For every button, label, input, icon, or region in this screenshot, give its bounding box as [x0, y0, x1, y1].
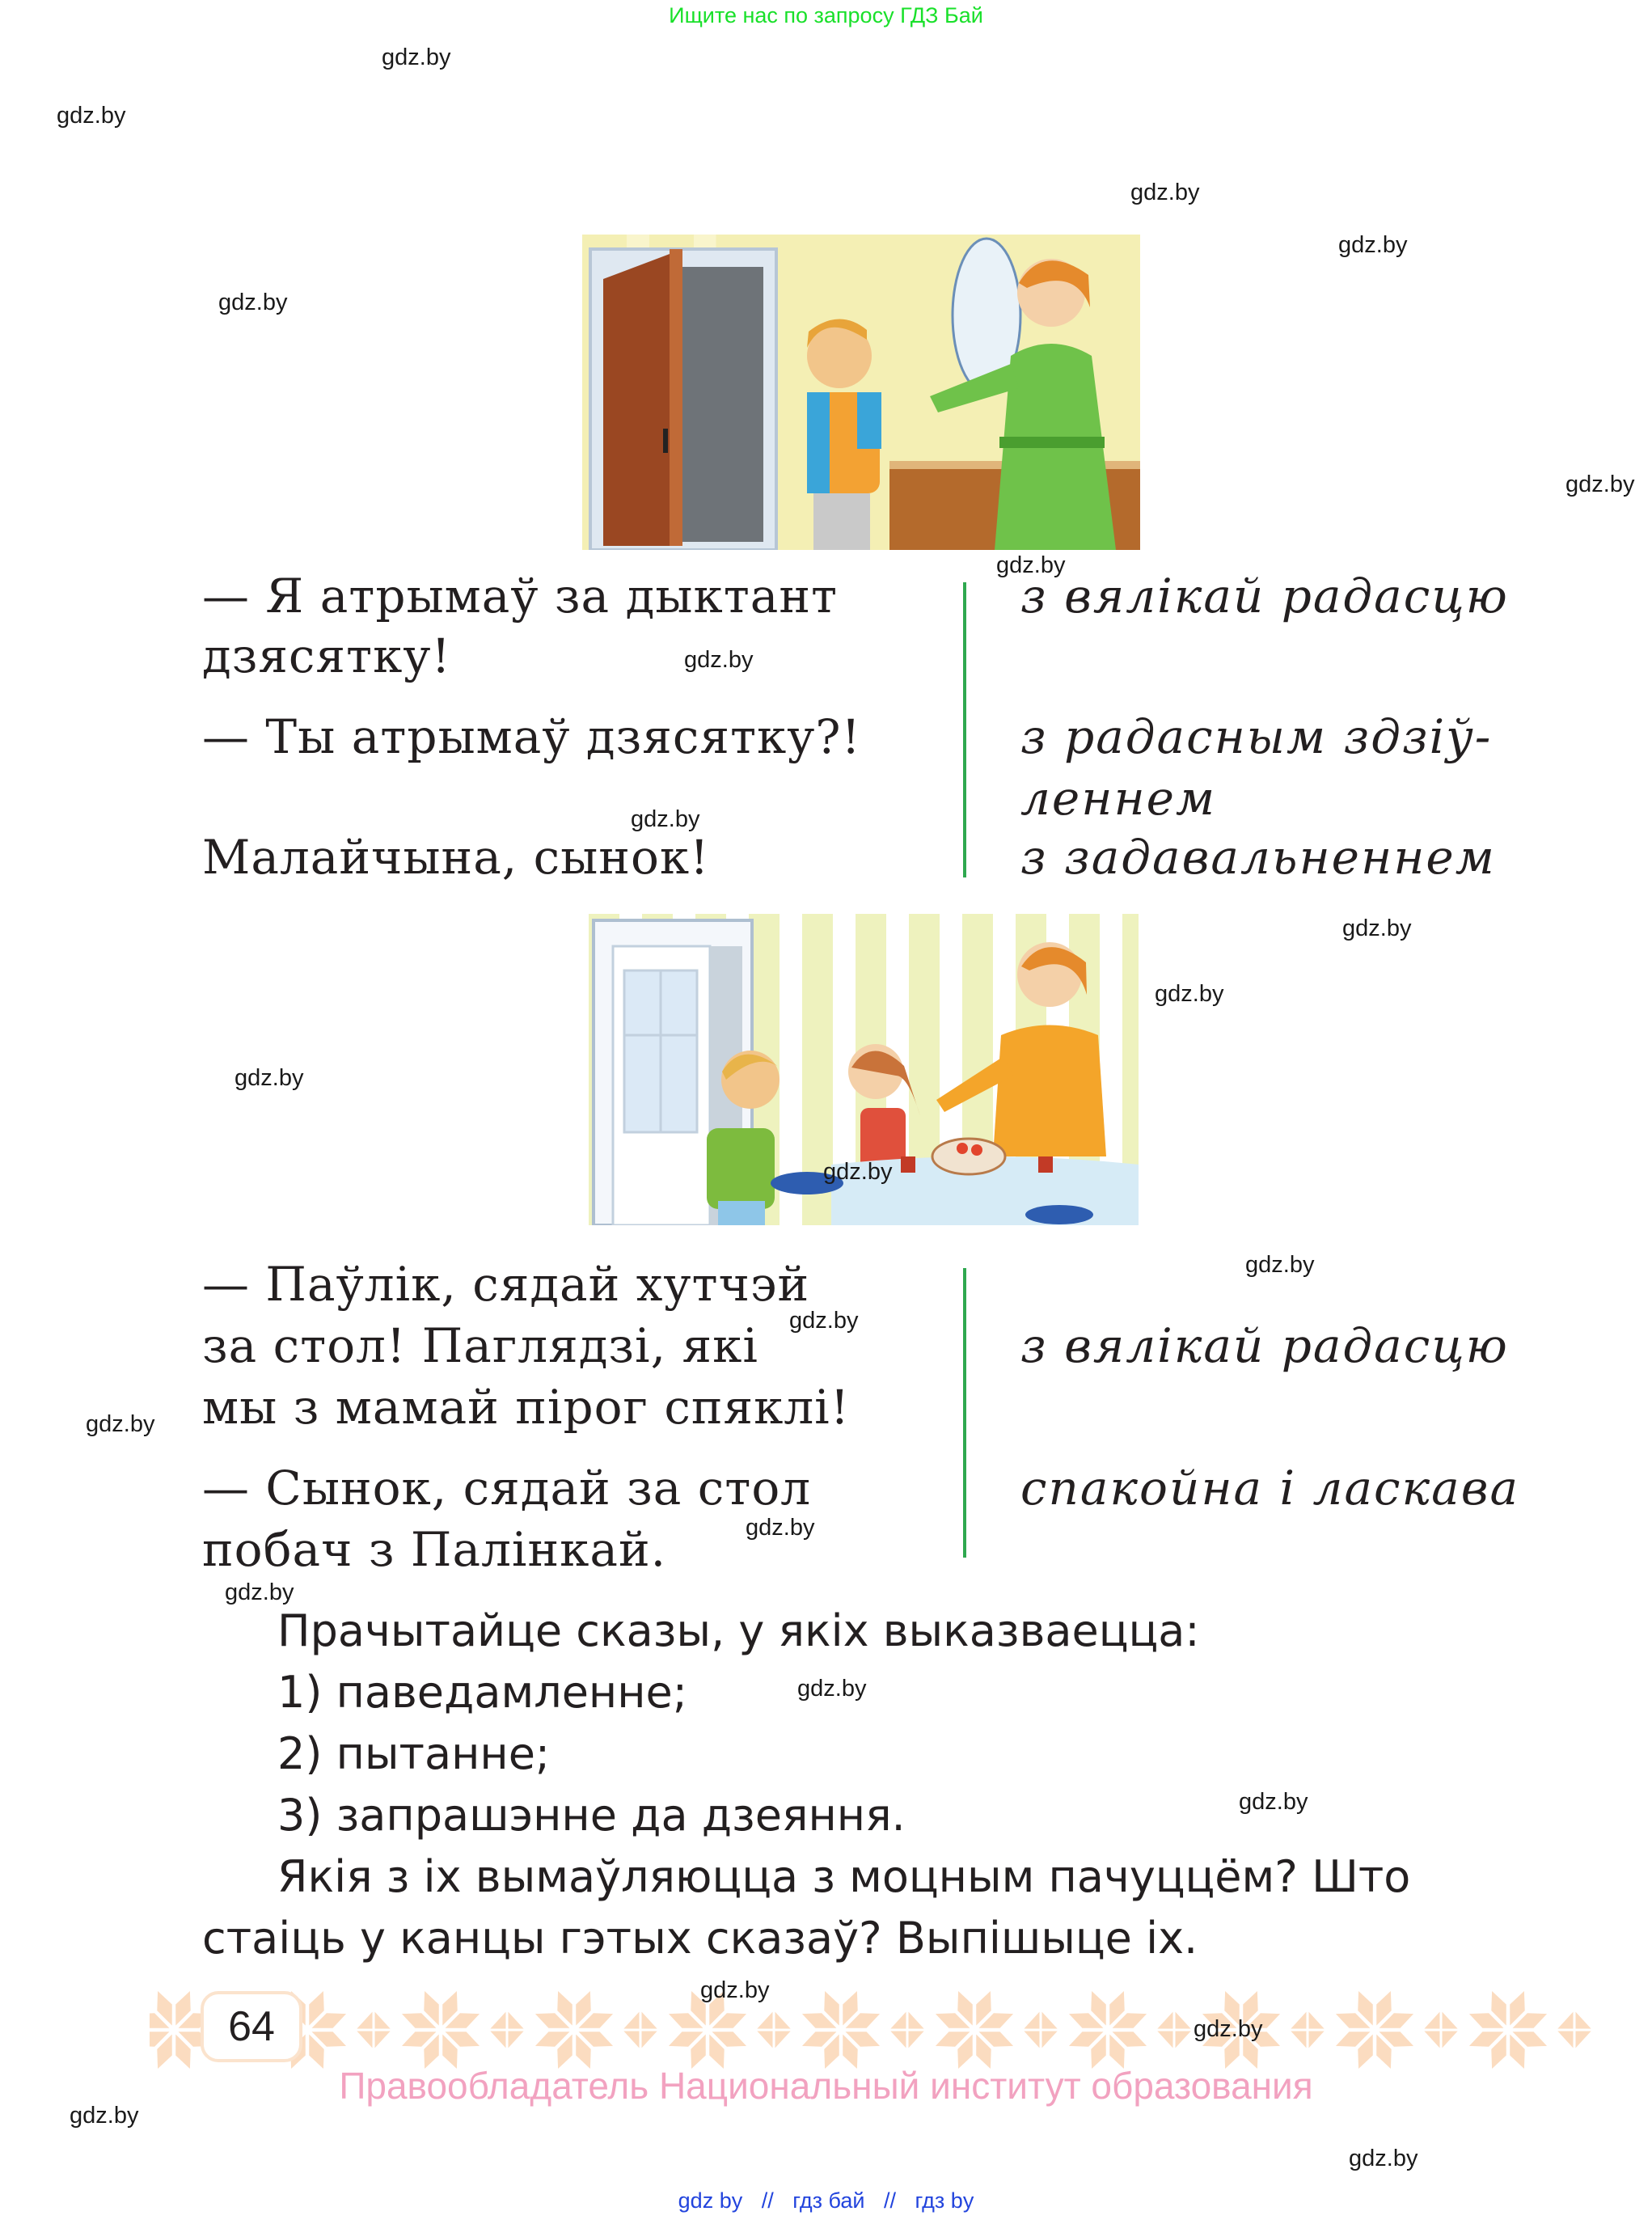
tone-label: з радасным здзіў-: [1020, 709, 1493, 764]
task-intro: Прачытайце сказы, у якіх выказваецца:: [277, 1605, 1200, 1656]
diamond-ornament-icon: [356, 2010, 391, 2049]
watermark: gdz.by: [1130, 180, 1200, 205]
tone-label: леннем: [1020, 771, 1217, 826]
watermark: gdz.by: [70, 2103, 139, 2129]
watermark: gdz.by: [1342, 915, 1412, 941]
diamond-ornament-icon: [889, 2010, 925, 2049]
star-ornament-icon: [532, 1988, 616, 2072]
diamond-ornament-icon: [489, 2010, 525, 2049]
watermark: gdz.by: [1349, 2146, 1418, 2171]
watermark: gdz.by: [57, 103, 126, 129]
bottom-links: [0, 2188, 1652, 2213]
diamond-ornament-icon: [1156, 2010, 1192, 2049]
link-gdz-by-cyr[interactable]: гдз by: [915, 2188, 974, 2213]
watermark: gdz.by: [1338, 232, 1408, 258]
diamond-ornament-icon: [623, 2010, 658, 2049]
watermark: gdz.by: [1194, 2016, 1263, 2042]
link-separator: //: [884, 2188, 897, 2213]
dialogue-line: дзясятку!: [202, 628, 451, 683]
star-ornament-icon: [1466, 1988, 1550, 2072]
search-banner: Ищите нас по запросу ГДЗ Бай: [669, 3, 983, 27]
watermark: gdz.by: [1565, 471, 1635, 497]
star-ornament-icon: [932, 1988, 1016, 2072]
link-gdz-bai[interactable]: гдз бай: [792, 2188, 865, 2213]
tone-label: з задавальненнем: [1020, 830, 1496, 885]
dialogue-line: Малайчына, сынок!: [202, 830, 710, 885]
watermark: gdz.by: [86, 1411, 155, 1437]
tone-label: з вялікай радасцю: [1020, 569, 1509, 624]
rights-holder-notice: Правообладатель Национальный институт образования: [339, 2065, 1313, 2107]
folk-ornament-strip: [150, 1985, 1652, 2074]
dialogue-line: — Я атрымаў за дыктант: [202, 569, 839, 624]
task-question-line-1: Якія з іх вымаўляюцца з моцным пачуццём? Што: [277, 1851, 1411, 1902]
watermark: gdz.by: [789, 1308, 859, 1334]
watermark: gdz.by: [631, 806, 700, 832]
dialogue-line: побач з Палінкай.: [202, 1522, 667, 1577]
diamond-ornament-icon: [1023, 2010, 1058, 2049]
column-divider: [963, 1268, 966, 1558]
watermark: gdz.by: [684, 647, 754, 673]
dialogue-line: — Ты атрымаў дзясятку?!: [202, 709, 861, 764]
watermark: gdz.by: [700, 1977, 770, 2003]
watermark: gdz.by: [1245, 1252, 1315, 1278]
dialogue-line: мы з мамай пірог спяклі!: [202, 1380, 851, 1435]
watermark: gdz.by: [218, 290, 288, 315]
watermark: gdz.by: [1155, 981, 1224, 1007]
task-item-1: 1) паведамленне;: [277, 1667, 687, 1718]
star-ornament-icon: [1066, 1988, 1150, 2072]
link-gdz-by[interactable]: gdz by: [678, 2188, 743, 2213]
watermark: gdz.by: [797, 1676, 867, 1702]
link-separator: //: [761, 2188, 774, 2213]
task-item-3: 3) запрашэнне да дзеяння.: [277, 1790, 906, 1841]
task-item-2: 2) пытанне;: [277, 1728, 551, 1779]
diamond-ornament-icon: [1557, 2010, 1592, 2049]
task-question-line-2: стаіць у канцы гэтых сказаў? Выпішыце іх.: [202, 1913, 1198, 1964]
watermark: gdz.by: [996, 552, 1066, 578]
diamond-ornament-icon: [1423, 2010, 1459, 2049]
watermark: gdz.by: [1239, 1789, 1308, 1815]
watermark: gdz.by: [746, 1515, 815, 1541]
page-number: 64: [201, 1991, 302, 2062]
tone-label: спакойна і ласкава: [1020, 1461, 1520, 1516]
watermark: gdz.by: [234, 1065, 304, 1091]
star-ornament-icon: [1333, 1988, 1417, 2072]
column-divider: [963, 582, 966, 877]
dialogue-line: — Паўлік, сядай хутчэй: [202, 1257, 810, 1312]
scene-boy-mother-graphic: [582, 235, 1140, 550]
dialogue-line: — Сынок, сядай за стол: [202, 1461, 812, 1516]
diamond-ornament-icon: [756, 2010, 792, 2049]
watermark: gdz.by: [225, 1579, 294, 1605]
star-ornament-icon: [399, 1988, 483, 2072]
star-ornament-icon: [799, 1988, 883, 2072]
tone-label: з вялікай радасцю: [1020, 1318, 1509, 1373]
watermark: gdz.by: [823, 1159, 893, 1185]
diamond-ornament-icon: [1290, 2010, 1325, 2049]
watermark: gdz.by: [382, 44, 451, 70]
dialogue-line: за стол! Паглядзі, які: [202, 1318, 758, 1373]
illustration-boy-and-mother: [582, 235, 1140, 550]
